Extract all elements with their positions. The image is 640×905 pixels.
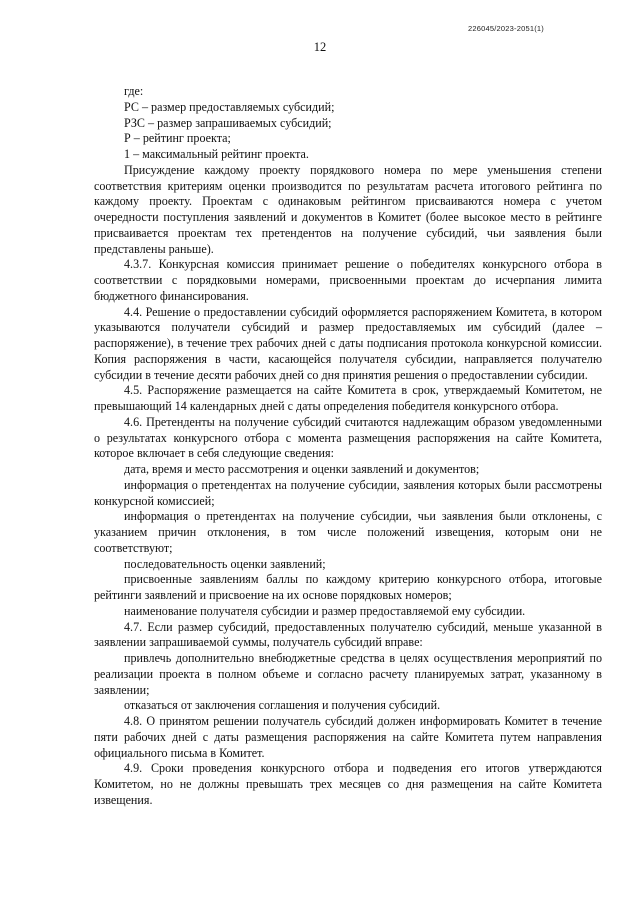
paragraph-4-7: 4.7. Если размер субсидий, предоставленных получателю субсидий, меньше указанной в заявлении запрашиваемой суммы, получатель субсидий вправе: — [94, 619, 602, 650]
document-number: 226045/2023-2051(1) — [468, 24, 544, 33]
paragraph-where: где: — [124, 84, 144, 98]
list-item: информация о претендентах на получение субсидии, чьи заявления были отклонены, с указанием причин отклонения, в том числе положений извещения, которым они не соответствуют; — [94, 509, 602, 555]
paragraph-def-rs: РС – размер предоставляемых субсидий; — [124, 99, 335, 114]
list-item: отказаться от заключения соглашения и получения субсидий. — [124, 698, 441, 713]
paragraph-def-rzs: РЗС – размер запрашиваемых субсидий; — [124, 115, 332, 130]
document-body — [94, 84, 602, 809]
list-item: информация о претендентах на получение субсидии, заявления которых были рассмотрены конкурсной комиссией; — [94, 477, 602, 508]
page-number: 12 — [313, 40, 327, 54]
list-item: присвоенные заявлениям баллы по каждому критерию конкурсного отбора, итоговые рейтинги заявлений и присвоение на их основе порядковых номеров; — [94, 572, 602, 602]
paragraph-4-6: 4.6. Претенденты на получение субсидий считаются надлежащим образом уведомленными о результатах конкурсного отбора с момента размещения распоряжения на сайте Комитета, которое включает в себя следующие сведения: — [94, 414, 602, 461]
paragraph-4-9: 4.9. Сроки проведения конкурсного отбора и подведения его итогов утверждаются Комитетом, но не должны превышать трех месяцев со дня размещения на сайте Комитета извещения. — [94, 761, 602, 807]
paragraph-def-max: 1 – максимальный рейтинг проекта. — [124, 147, 309, 161]
paragraph-4-5: 4.5. Распоряжение размещается на сайте Комитета в срок, утверждаемый Комитетом, не превышающий 14 календарных дней с даты определения победителя конкурсного отбора. — [94, 383, 602, 413]
paragraph-4-4: 4.4. Решение о предоставлении субсидий оформляется распоряжением Комитета, в котором указываются получатели субсидий и размер предоставляемых им субсидий (далее – распоряжение), в течение трех рабочих дней с даты подписания протокола конкурсной комиссии. Копия распоряжения в части, касающейся получателя субсидии, направляется получателю субсидии в течение десяти рабочих дней со дня принятия решения о предоставлении субсидии. — [94, 304, 602, 382]
list-item: последовательность оценки заявлений; — [124, 556, 326, 571]
paragraph-def-r: Р – рейтинг проекта; — [124, 131, 231, 146]
list-item: привлечь дополнительно внебюджетные средства в целях осуществления мероприятий по реализации проекта в полном объеме и согласно расчету планируемых затрат, указанному в заявлении; — [94, 651, 602, 697]
paragraph-ranking: Присуждение каждому проекту порядкового номера по мере уменьшения степени соответствия критериям оценки производится по результатам расчета итогового рейтинга по каждому проекту. Проектам с одинаковым рейтингом присваиваются номера с учетом очередности поступления заявлений и документов в Комитет (более высокое место в рейтинге присваивается проектам тех претендентов на получение субсидий, чьи заявления были представлены раньше). — [94, 162, 602, 256]
paragraph-4-3-7: 4.3.7. Конкурсная комиссия принимает решение о победителях конкурсного отбора в соответствии с порядковыми номерами, присвоенными проектам до исчерпания лимита бюджетного финансирования. — [94, 257, 602, 303]
list-item: дата, время и место рассмотрения и оценки заявлений и документов; — [124, 462, 480, 476]
list-item: наименование получателя субсидии и размер предоставляемой ему субсидии. — [124, 603, 526, 618]
paragraph-4-8: 4.8. О принятом решении получатель субсидий должен информировать Комитет в течение пяти рабочих дней с даты размещения распоряжения на сайте Комитета путем направления официального письма в Комитет. — [94, 714, 602, 760]
